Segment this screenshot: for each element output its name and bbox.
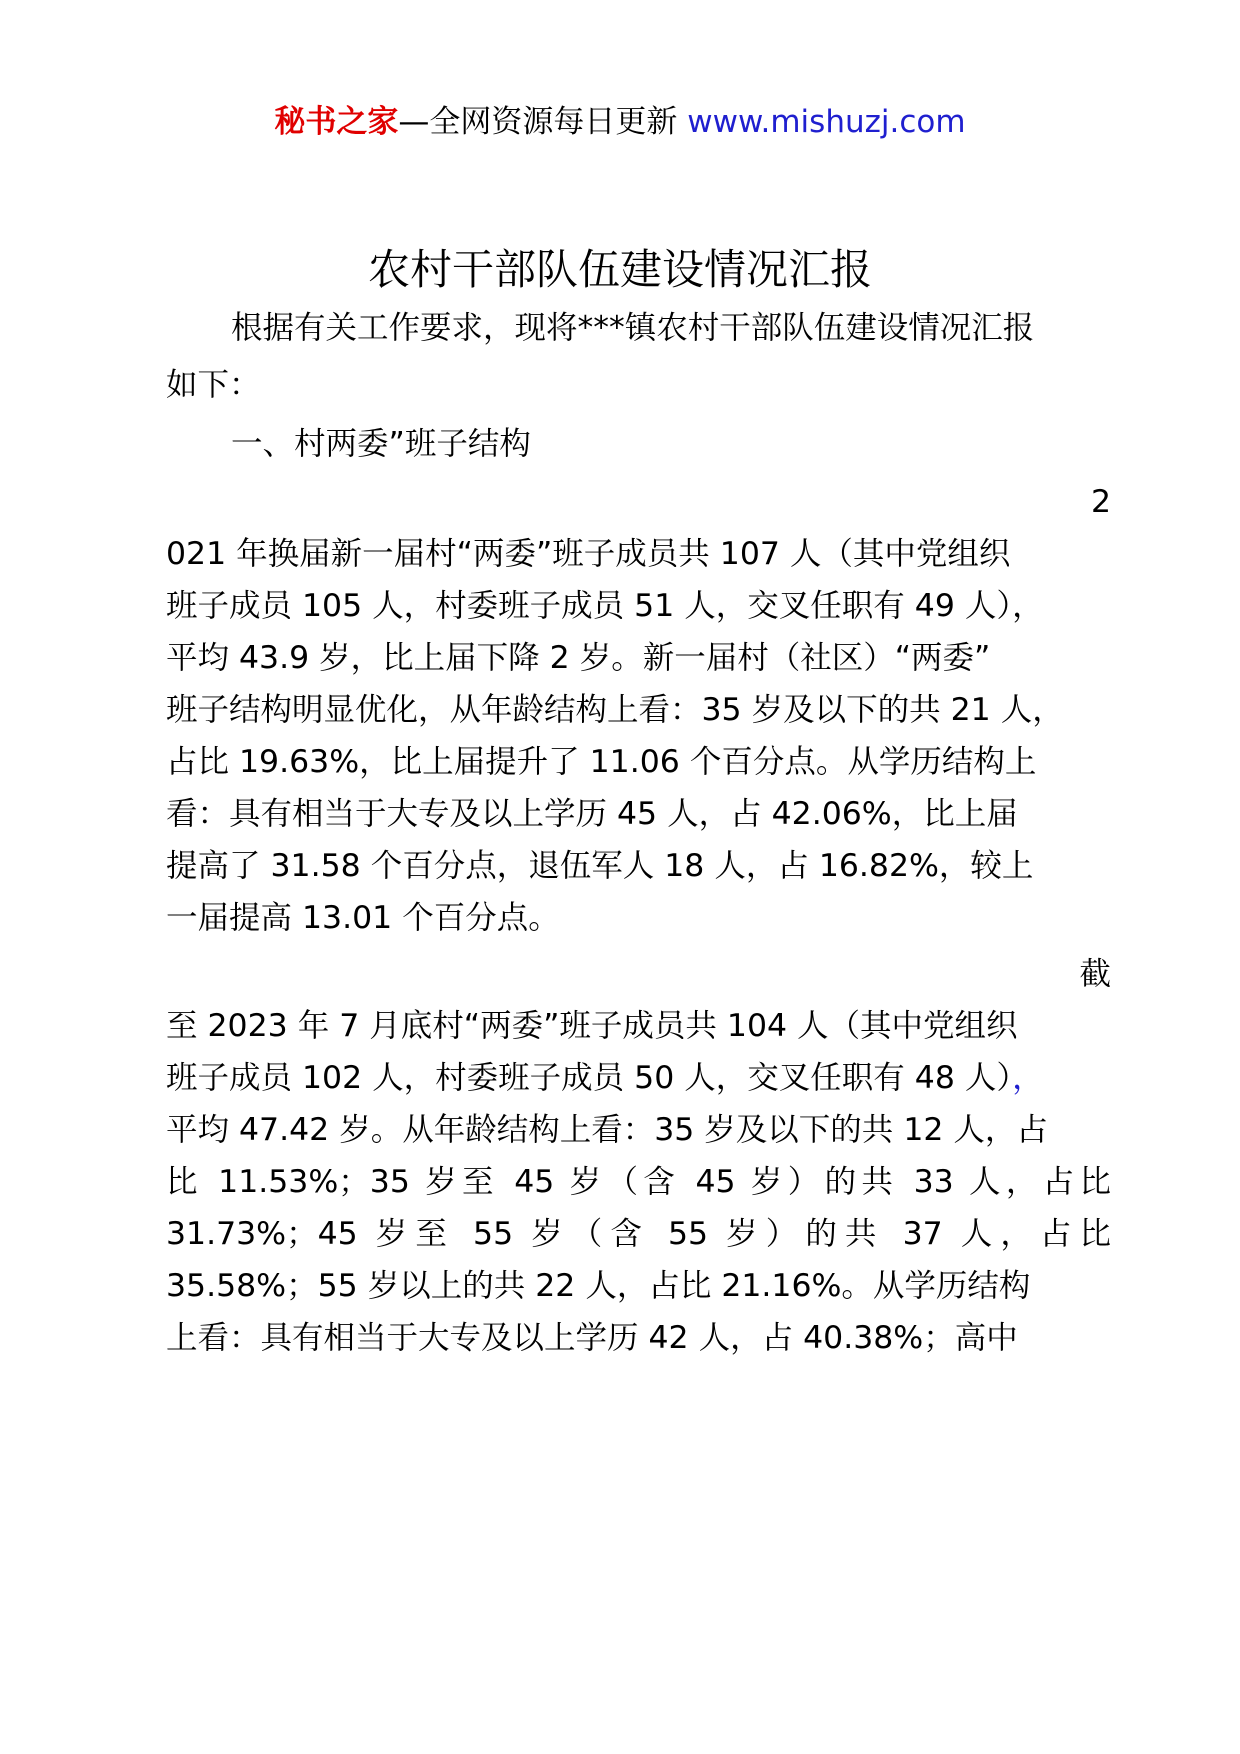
document-title: 农村干部队伍建设情况汇报 (367, 245, 872, 294)
para1-lead: 2 (1090, 484, 1111, 520)
site-header (0, 100, 1240, 144)
intro-line-1: 根据有关工作要求，现将***镇农村干部队伍建设情况汇报 (231, 310, 1035, 346)
para2-line-text: 班子成员 102 人，村委班子成员 50 人，交叉任职有 48 人） (166, 1060, 1013, 1096)
site-url-link[interactable]: www.mishuzj.com (687, 104, 966, 140)
site-brand: 秘书之家 (274, 104, 399, 140)
section-heading: 一、村两委”班子结构 (231, 426, 531, 462)
para1-line: 平均 43.9 岁，比上届下降 2 岁。新一届村（社区）“两委” (166, 640, 991, 676)
para1-line: 看：具有相当于大专及以上学历 45 人，占 42.06%，比上届 (166, 796, 1018, 832)
para1-line: 021 年换届新一届村“两委”班子成员共 107 人（其中党组织 (166, 536, 1011, 572)
para2-line: 平均 47.42 岁。从年龄结构上看：35 岁及以下的共 12 人，占 (166, 1112, 1048, 1148)
para2-line: 比 11.53%；35 岁至 45 岁（含 45 岁）的共 33 人，占比 (166, 1164, 1111, 1200)
para1-line: 占比 19.63%，比上届提升了 11.06 个百分点。从学历结构上 (166, 744, 1037, 780)
para1-line: 一届提高 13.01 个百分点。 (166, 900, 560, 936)
para2-line (166, 1056, 1111, 1100)
para2-line: 上看：具有相当于大专及以上学历 42 人，占 40.38%；高中 (166, 1320, 1018, 1356)
para2-lead: 截 (1079, 956, 1111, 992)
para1-line: 提高了 31.58 个百分点，退伍军人 18 人，占 16.82%，较上 (166, 848, 1034, 884)
para1-line: 班子成员 105 人，村委班子成员 51 人，交叉任职有 49 人）， (166, 588, 1044, 624)
blue-comma: ， (1012, 1060, 1044, 1096)
para2-line: 至 2023 年 7 月底村“两委”班子成员共 104 人（其中党组织 (166, 1008, 1018, 1044)
site-tagline: —全网资源每日更新 (398, 104, 688, 140)
para2-line: 31.73%；45 岁至 55 岁（含 55 岁）的共 37 人，占比 (166, 1216, 1111, 1252)
para1-line: 班子结构明显优化，从年龄结构上看：35 岁及以下的共 21 人， (166, 692, 1064, 728)
intro-line-2: 如下： (166, 367, 261, 403)
para2-line: 35.58%；55 岁以上的共 22 人，占比 21.16%。从学历结构 (166, 1268, 1031, 1304)
